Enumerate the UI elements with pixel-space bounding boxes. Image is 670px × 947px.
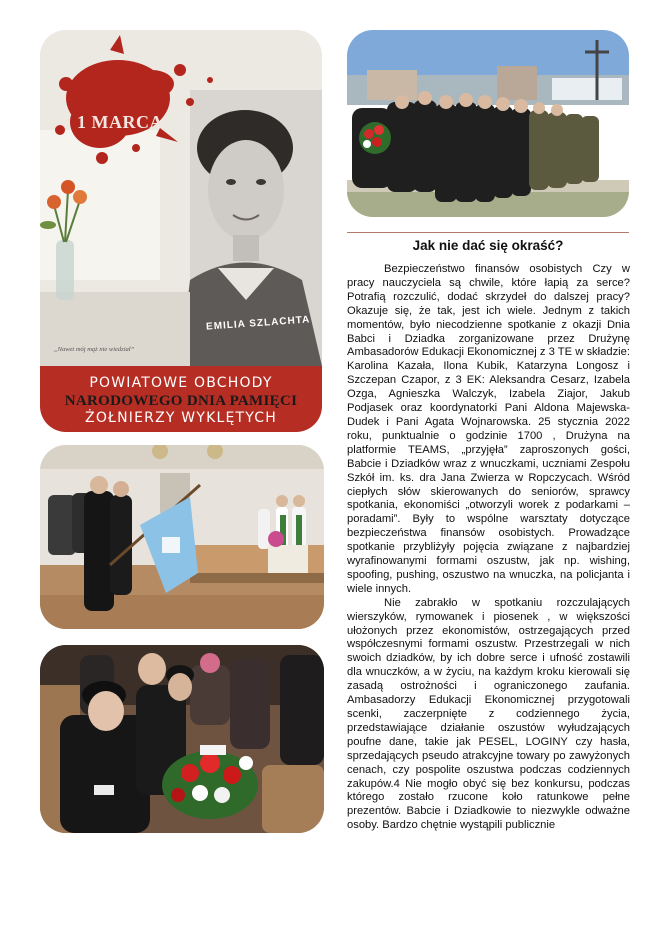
title-divider xyxy=(347,232,629,233)
church-photo xyxy=(40,445,324,629)
students-photo xyxy=(40,645,324,833)
poster-title-line-2: NARODOWEGO DNIA PAMIĘCI xyxy=(64,393,298,409)
ceremony-photo xyxy=(347,30,629,217)
poster-date: 1 MARCA xyxy=(77,112,163,132)
church-scene xyxy=(40,445,324,629)
article-title: Jak nie dać się okraść? xyxy=(412,238,564,253)
students-scene xyxy=(40,645,324,833)
article-paragraph-2: Nie zabrakło w spotkaniu rozczulających wierszyków, rymowanek i piosenek , w większości ułożonych przez ekonomistów, ostrzegających przed współczesnymi formami oszustw. Przestrzegali w nich swoich dziadków, by ich dobre serce i ufność zostawili dla wnuczków, a w życiu, na każdym kroku kierowali się zasadą ostrożności i ograniczonego zaufania. Ambasadorzy Edukacji Ekonomicznej przygotowali scenki, zaczerpnięte z codziennego życia, przedstawiające działanie oszustów wyłudzających poufne dane, takie jak PESEL, LOGINY czy hasła, sprzedających pseudo atrakcyjne towary po zawyżonych cenach, czy pospolite oszustwa podczas codziennych zakupów.4 Nie mogło obyć się bez konkursu, podczas którego zostało rzucone koło ratunkowe pełne prezentów. Babcie i Dziadkowie to niezwykle odważne osoby. Bardzo chętnie wystąpili publicznie xyxy=(347,596,630,832)
poster-title-line-1: POWIATOWE OBCHODY xyxy=(89,375,273,391)
article-paragraph-1: Bezpieczeństwo finansów osobistych Czy w pracy nauczyciela są chwile, które łapią za serce? Potrafią rozczulić, dodać skrzydeł do dalszej pracy? Okazuje się, że tak, jest ich wiele. Jednym z takich momentów, było niecodzienne spotkanie z okazji Dnia Babci i Dziadka zorganizowane przez Drużynę Ambasadorów Edukacji Ekonomicznej z 3 TE w składzie: Karolina Kazała, Ilona Kubik, Katarzyna Longosz i Szczepan Czapor, z 3 EK: Aleksandra Cesarz, Izabela Ozga, Agnieszka Walczyk, Izabela Ziajor, Jakub Podjasek oraz koordynatorki Pani Aldona Majewska-Dudek i Pani Agata Wojnarowska. 25 stycznia 2022 roku, punktualnie o godzinie 1700 , Drużyna na platformie TEAMS, „przyjęła” zaproszonych gości, Babcie i Dziadków wraz z wnuczkami, uczniami Zespołu Szkół im. ks. dra Jana Zwierza w Ropczycach. Wśród ciepłych słów skierowanych do seniorów, sprawcy spotkania, ekonomiści „otworzyli worek z podarkami – poradami”. Były to wspólne warsztaty dotyczące bezpieczeństwa finansów osobistych. Prowadzące spotkanie przybliżyły pojęcia związane z najbardziej wyrafinowanymi formami oszustw, jak np. wishing, spoofing, pushing, oszustwo na wnuczka, na policjanta i wiele innych. xyxy=(347,263,630,595)
ceremony-scene xyxy=(347,30,629,217)
poster-title-line-3: ŻOŁNIERZY WYKLĘTYCH xyxy=(85,410,277,426)
poster-image xyxy=(40,30,322,432)
poster-quote: „Nawet mój mąż nie wiedział” xyxy=(54,346,135,353)
poster-person-name: EMILIA SZLACHTA xyxy=(205,314,311,333)
article-body xyxy=(347,263,630,833)
